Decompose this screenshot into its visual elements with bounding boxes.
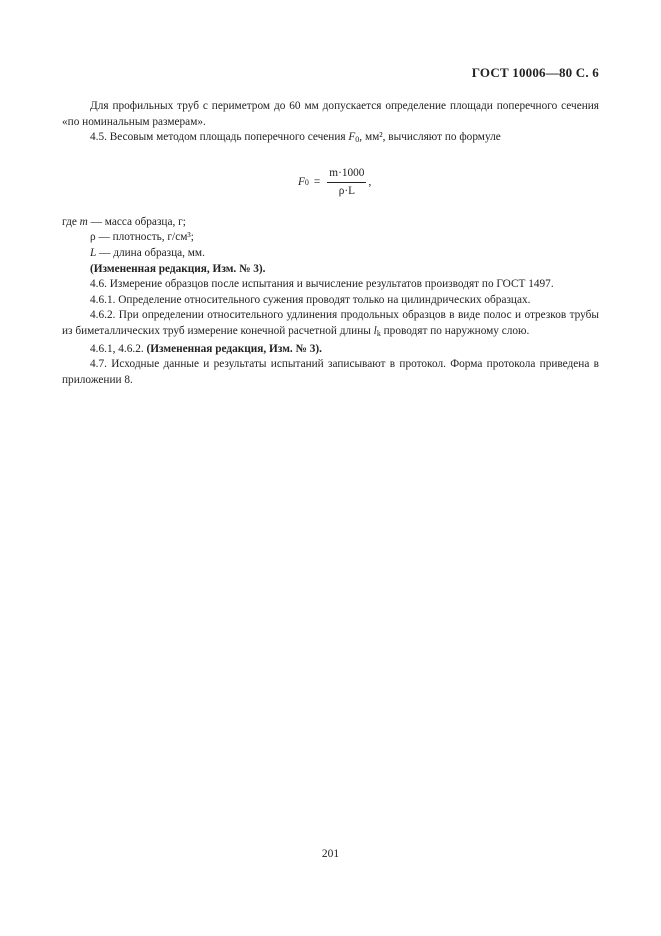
edit-note-2-bold: (Измененная редакция, Изм. № 3). — [146, 342, 322, 355]
formula-numerator: m·1000 — [327, 166, 366, 184]
var-F0: F — [348, 131, 356, 144]
where-m-desc: — масса образца, г; — [87, 215, 186, 228]
where-L-desc: — длина образца, мм. — [96, 246, 205, 259]
paragraph-4-6-2 — [62, 308, 599, 341]
var-lk: l — [373, 324, 377, 337]
paragraph-4-5-text: 4.5. Весовым методом площадь поперечного сечения — [90, 131, 349, 144]
where-label: где — [62, 215, 80, 228]
edit-note-2-ref: 4.6.1, 4.6.2. — [90, 342, 147, 355]
formula-lhs-subscript: 0 — [304, 178, 309, 188]
formula-lhs: F — [298, 176, 305, 189]
var-lk-subscript: k — [376, 328, 381, 338]
paragraph-4-6-1: 4.6.1. Определение относительного сужения проводят только на цилиндрических образцах. — [90, 293, 531, 306]
paragraph-4-7: 4.7. Исходные данные и результаты испытаний записывают в протокол. Форма протокола приведена в приложении 8. — [62, 358, 599, 386]
page-number: 201 — [321, 848, 340, 860]
body-text — [62, 99, 599, 388]
paragraph-4-5 — [62, 130, 599, 148]
var-L: L — [90, 246, 97, 259]
formula-fraction — [327, 166, 366, 200]
var-F0-subscript: 0 — [355, 135, 360, 145]
where-L-line — [62, 246, 599, 262]
formula-equals: = — [313, 176, 321, 189]
var-m: m — [79, 215, 88, 228]
formula-denominator: ρ·L — [338, 185, 356, 198]
page-header: ГОСТ 10006—80 С. 6 — [471, 65, 599, 80]
edit-note-1: (Измененная редакция, Изм. № 3). — [90, 262, 266, 275]
paragraph-4-6-2-tail: проводят по наружному слою. — [380, 324, 530, 337]
where-rho-line: ρ — плотность, г/см³; — [90, 231, 194, 244]
paragraph-4-5-tail: , мм², вычисляют по формуле — [359, 131, 501, 144]
formula-block — [62, 154, 599, 209]
paragraph-profile-tubes: Для профильных труб с периметром до 60 мм допускается определение площади поперечного сечения «по номинальным размерам». — [62, 100, 599, 128]
edit-note-2 — [62, 342, 599, 358]
where-m-line — [62, 215, 599, 231]
formula-tail: , — [368, 176, 372, 189]
paragraph-4-6: 4.6. Измерение образцов после испытания и вычисление результатов производят по ГОСТ 1497. — [90, 278, 554, 291]
formula — [298, 166, 371, 200]
paragraph-4-6-2-text: 4.6.2. При определении относительного удлинения продольных образцов в виде полос и отрезков трубы из биметаллических труб измерение конечной расчетной длины — [62, 309, 599, 337]
